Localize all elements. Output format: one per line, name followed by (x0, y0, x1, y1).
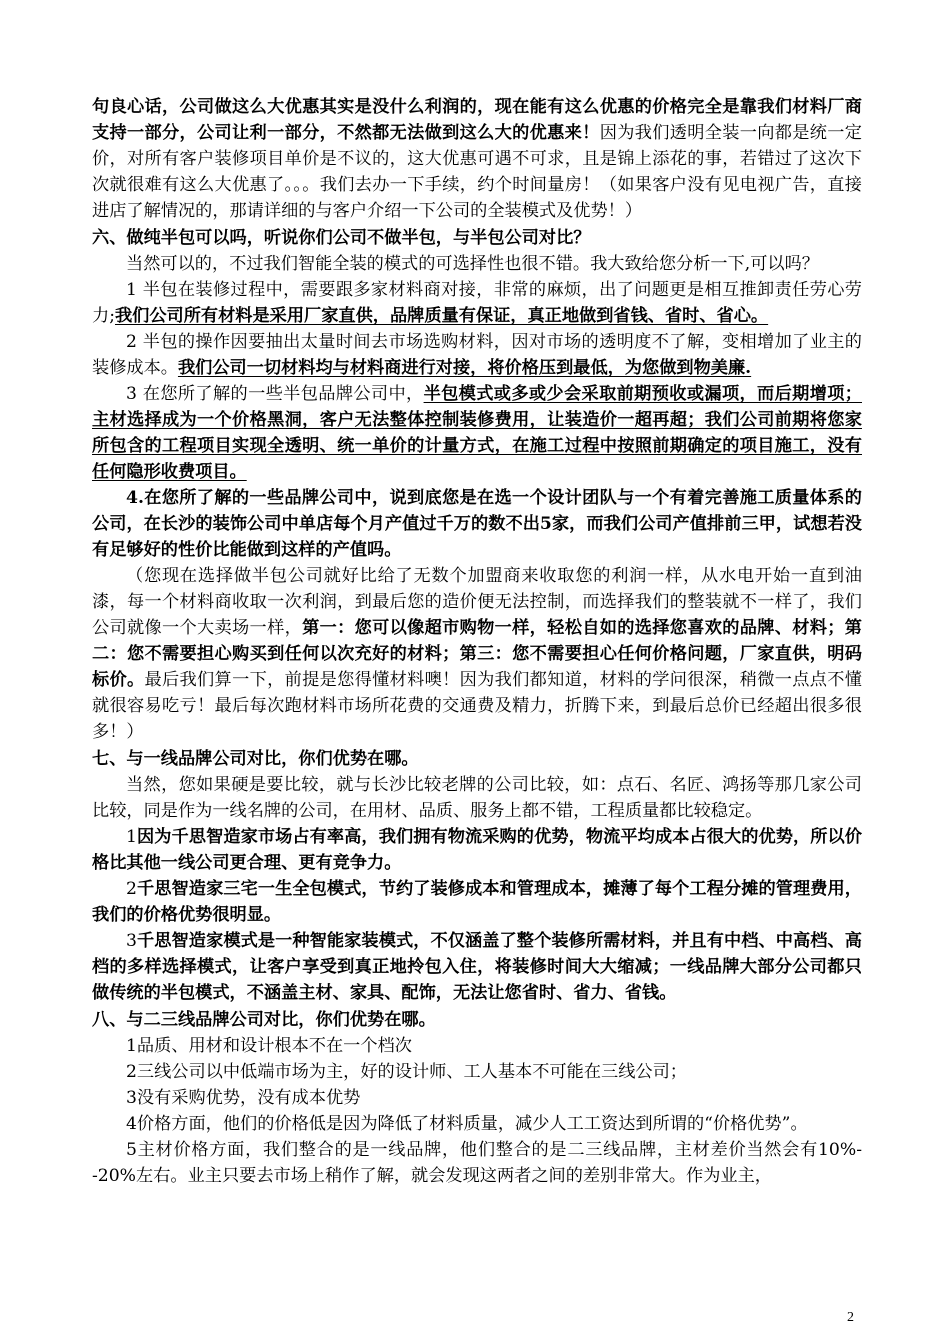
section-7-paragraph-1 (92, 824, 862, 876)
section-8-item: 1品质、用材和设计根本不在一个档次 (126, 1036, 412, 1056)
intro-text: 因为我们透明全装一向都是统一定价，对所有客户装修项目单价是不议的，这大优惠可遇不可求，且是锦上添花的事，若错过了这次下次就很难有这么大优惠了。。。我们去办一下手续，约个时间量房！（如果客户没有见电视广告，直接进店了解情况的，那请详细的与客户介绍一下公司的全装模式及优势！） (92, 123, 862, 221)
section-8-heading: 八、与二三线品牌公司对比，你们优势在哪。 (92, 1010, 436, 1030)
section-8-item: 4价格方面，他们的价格低是因为降低了材料质量，减少人工工资达到所谓的“价格优势”。 (126, 1114, 808, 1134)
section-6-paragraph-2-emphasis: 我们公司一切材料均与材料商进行对接，将价格压到最低，为您做到物美廉. (177, 358, 752, 378)
section-6-paragraph-5 (92, 563, 862, 745)
section-6-paragraph-3-text: 3 在您所了解的一些半包品牌公司中， (126, 384, 424, 404)
section-7-paragraph-1-number: 1 (126, 827, 137, 847)
section-7-paragraph-1-text: 因为千思智造家市场占有率高，我们拥有物流采购的优势，物流平均成本占很大的优势，所以价格比其他一线公司更合理、更有竞争力。 (92, 827, 862, 873)
section-8-item: 5主材价格方面，我们整合的是一线品牌，他们整合的是二三线品牌，主材差价当然会有10%--20%左右。业主只要去市场上稍作了解，就会发现这两者之间的差别非常大。作为业主， (92, 1140, 862, 1186)
intro-bold-text: 句良心话，公司做这么大优惠其实是没什么利润的，现在能有这么优惠的价格完全是靠我们材料厂商支持一部分，公司让利一部分，不然都无法做到这么大的优惠来！ (92, 97, 862, 143)
section-6-paragraph-4: 4.在您所了解的一些品牌公司中，说到底您是在选一个设计团队与一个有着完善施工质量体系的公司，在长沙的装饰公司中单店每个月产值过千万的数不出5家，而我们公司产值排前三甲，试想若没有足够好的性价比能做到这样的产值吗。 (92, 488, 862, 560)
section-8-item: 2三线公司以中低端市场为主，好的设计师、工人基本不可能在三线公司； (126, 1062, 687, 1082)
section-7-paragraph-3 (92, 928, 862, 1006)
section-7-paragraph-2-text: 千思智造家三宅一生全包模式，节约了装修成本和管理成本，摊薄了每个工程分摊的管理费用，我们的价格优势很明显。 (92, 879, 862, 925)
section-7-heading: 七、与一线品牌公司对比，你们优势在哪。 (92, 749, 419, 769)
section-7-paragraph-0: 当然，您如果硬是要比较，就与长沙比较老牌的公司比较，如：点石、名匠、鸿扬等那几家公司比较，同是作为一线名牌的公司，在用材、品质、服务上都不错，工程质量都比较稳定。 (92, 775, 862, 821)
section-8-item: 3没有采购优势，没有成本优势 (126, 1088, 361, 1108)
page-number: 2 (847, 1310, 854, 1325)
document-body (92, 94, 862, 1189)
section-6-paragraph-5-emphasis: 第一：您可以像超市购物一样，轻松自如的选择您喜欢的品牌、材料；第二：您不需要担心购买到任何以次充好的材料；第三：您不需要担心任何价格问题，厂家直供，明码标价。 (92, 618, 862, 690)
section-6-heading: 六、做纯半包可以吗，听说你们公司不做半包，与半包公司对比？ (92, 228, 591, 248)
section-6-paragraph-1-text: 1 半包在装修过程中，需要跟多家材料商对接，非常的麻烦，出了问题更是相互推卸责任劳心劳力; (92, 280, 862, 326)
section-6-paragraph-1 (92, 277, 862, 329)
section-7-paragraph-2-number: 2 (126, 879, 137, 899)
section-6-paragraph-5-text-a: （您现在选择做半包公司就好比给了无数个加盟商来收取您的利润一样，从水电开始一直到油漆，每一个材料商收取一次利润，到最后您的造价便无法控制，而选择我们的整装就不一样了，我们公司就像一个大卖场一样， (92, 566, 862, 638)
section-6-paragraph-1-emphasis: 我们公司所有材料是采用厂家直供，品牌质量有保证，真正地做到省钱、省时、省心。 (114, 306, 769, 326)
section-6-paragraph-3 (92, 381, 862, 485)
section-7-paragraph-2 (92, 876, 862, 928)
section-6-paragraph-3-emphasis: 半包模式或多或少会采取前期预收或漏项，而后期增项；主材选择成为一个价格黑洞，客户无法整体控制装修费用，让装造价一超再超；我们公司前期将您家所包含的工程项目实现全透明、统一单价的计量方式，在施工过程中按照前期确定的项目施工，没有任何隐形收费项目。 (92, 384, 862, 482)
section-6-paragraph-5-text-c: 最后我们算一下，前提是您得懂材料噢！因为我们都知道，材料的学问很深，稍微一点点不懂就很容易吃亏！最后每次跑材料市场所花费的交通费及精力，折腾下来，到最后总价已经超出很多很多！） (92, 670, 862, 742)
section-7-paragraph-3-text: 千思智造家模式是一种智能家装模式，不仅涵盖了整个装修所需材料，并且有中档、中高档、高档的多样选择模式，让客户享受到真正地拎包入住，将装修时间大大缩减；一线品牌大部分公司都只做传统的半包模式，不涵盖主材、家具、配饰，无法让您省时、省力、省钱。 (92, 931, 862, 1003)
section-6-paragraph-2-text: 2 半包的操作因要抽出太量时间去市场选购材料，因对市场的透明度不了解，变相增加了业主的装修成本。 (92, 332, 862, 378)
section-6-paragraph-2 (92, 329, 862, 381)
intro-paragraph (92, 94, 862, 224)
section-6-paragraph-0: 当然可以的，不过我们智能全装的模式的可选择性也很不错。我大致给您分析一下,可以吗？ (126, 254, 819, 274)
section-7-paragraph-3-number: 3 (126, 931, 137, 951)
